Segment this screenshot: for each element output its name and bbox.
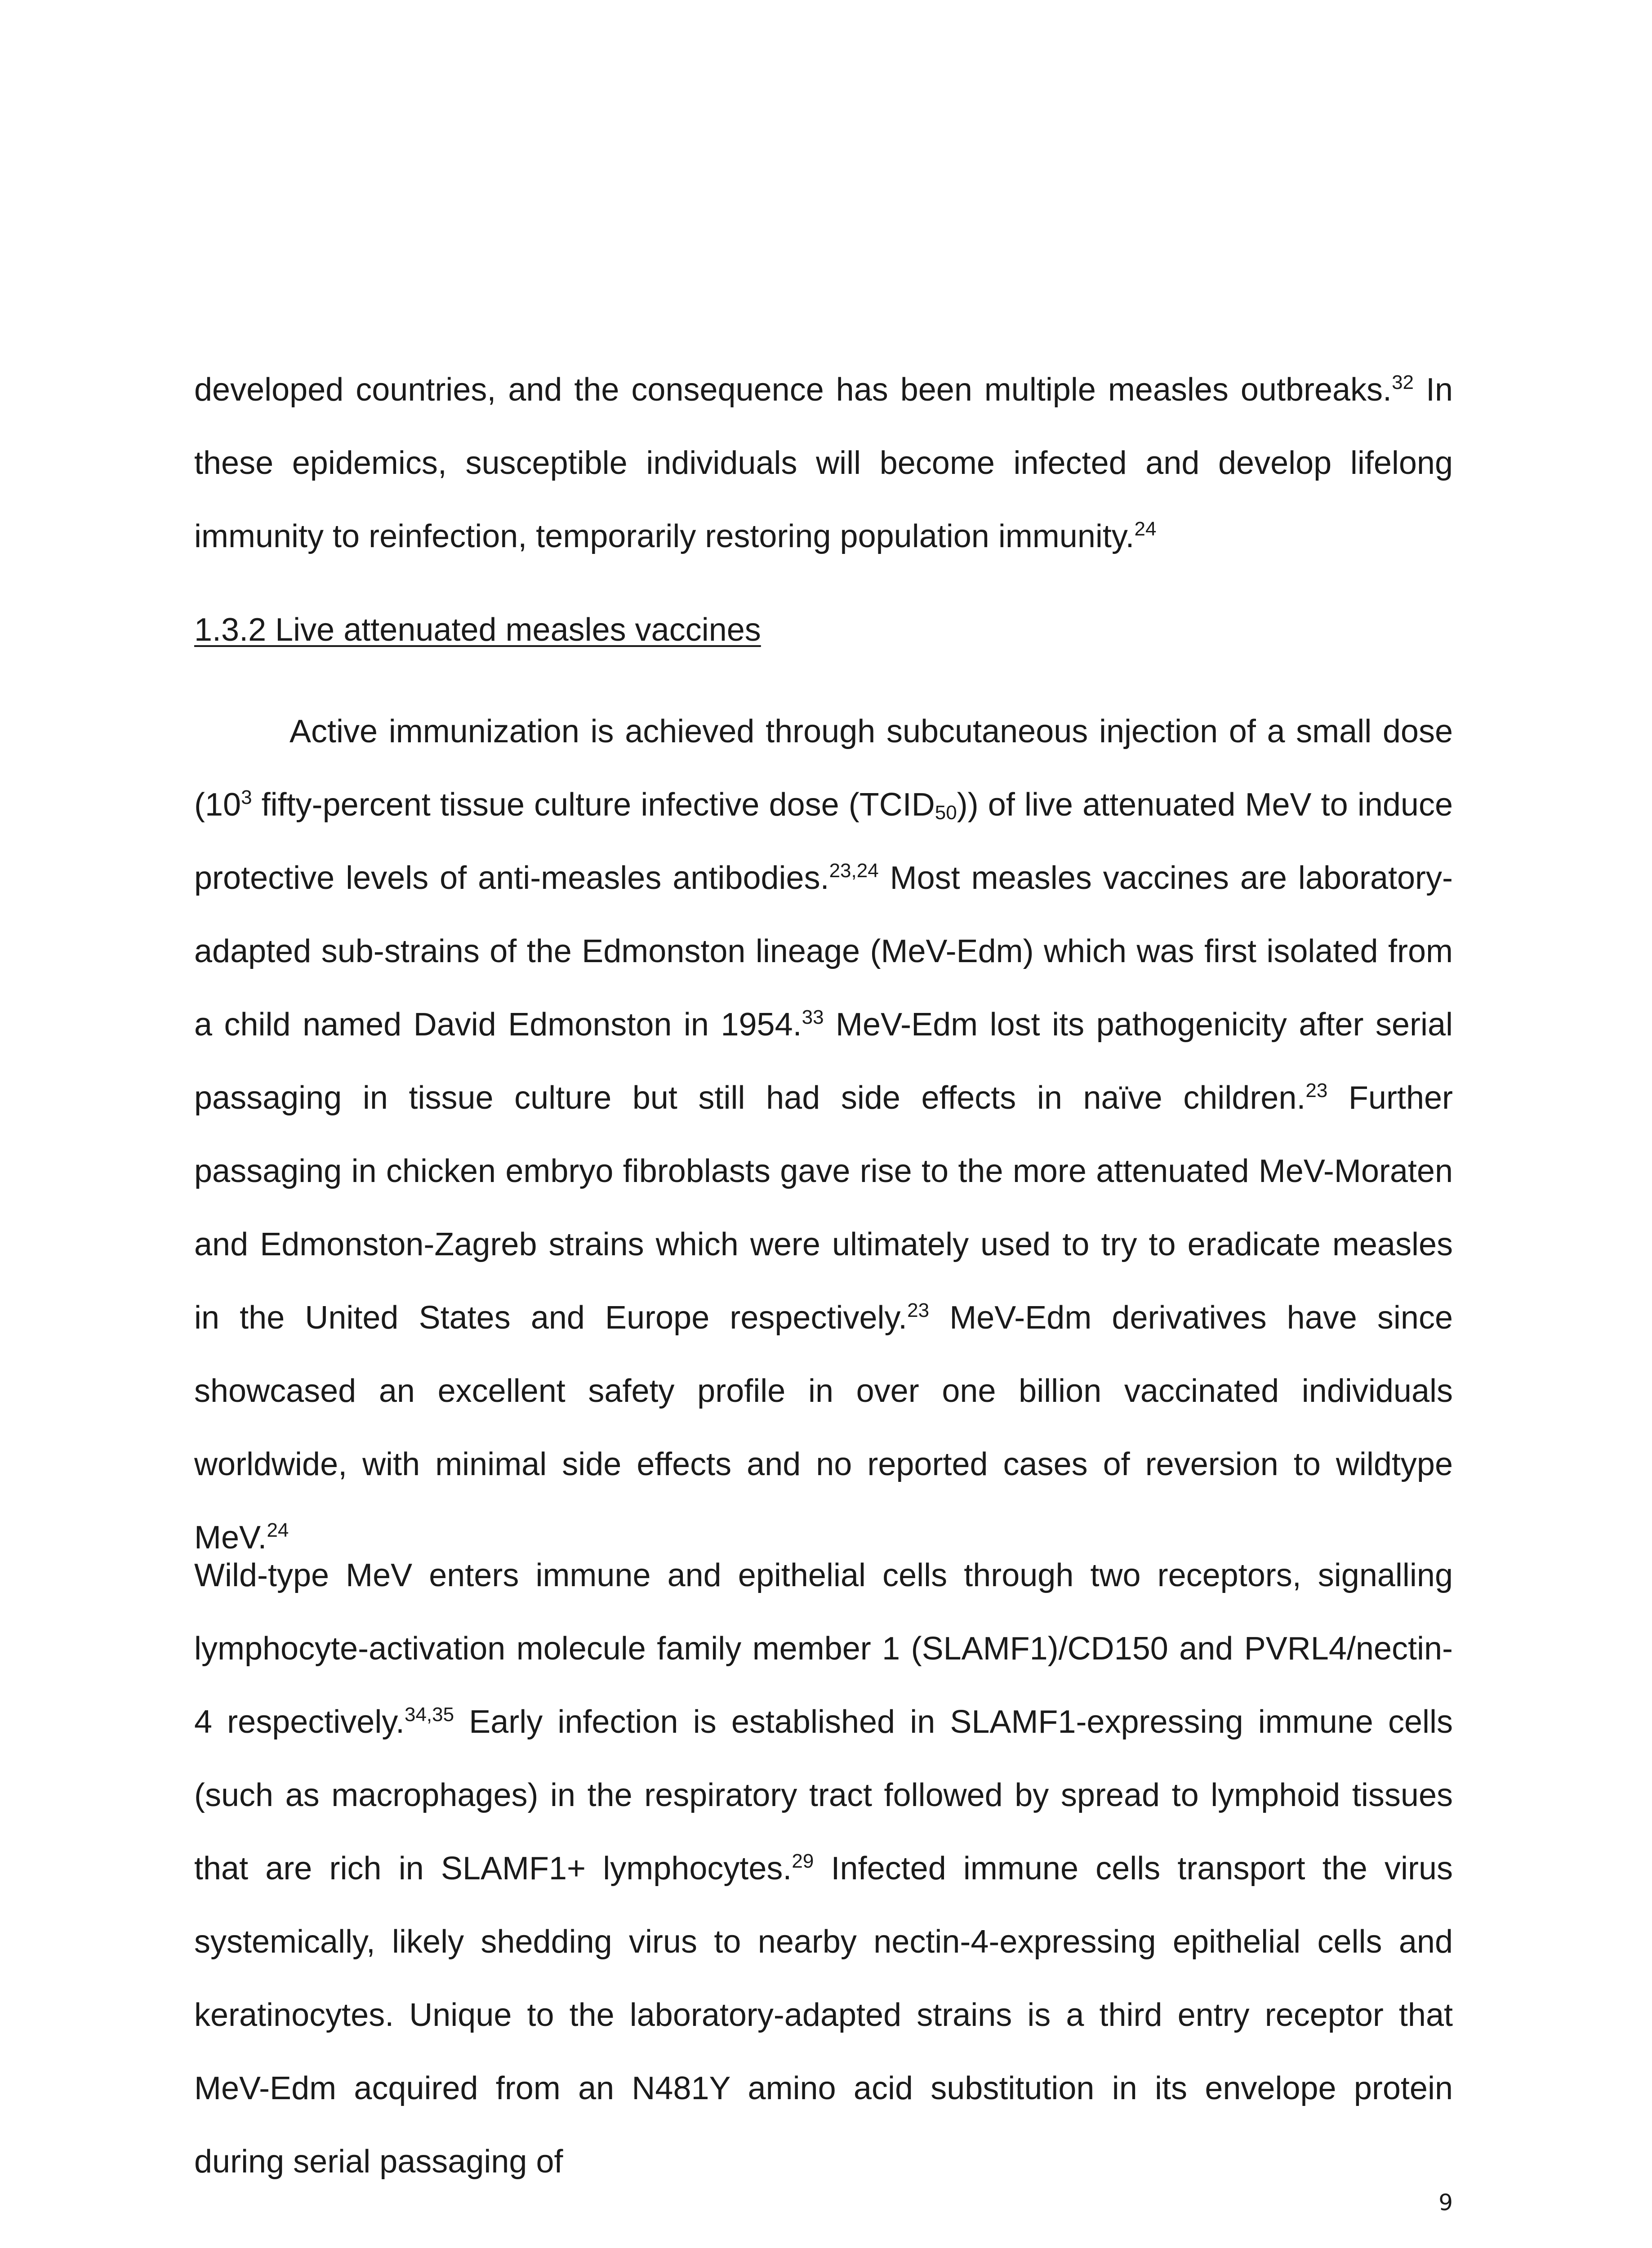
citation-superscript: 23 — [907, 1299, 930, 1321]
paragraph-text: Early infection is established in SLAMF1-expressing immune cells (such as macrophages) in the respiratory tract followed by spread to lymphoid tissues that are rich in SLAMF1+ lymphocytes. — [194, 1704, 1453, 1887]
citation-superscript: 34,35 — [404, 1704, 454, 1726]
paragraph-text: fifty-percent tissue culture infective dose (TCID — [252, 787, 935, 823]
citation-superscript: 33 — [802, 1006, 824, 1028]
paragraph-text: )) of live attenuated MeV to induce protective levels of anti-measles antibodies. — [194, 787, 1453, 896]
paragraph-text: Infected immune cells transport the virus systemically, likely shedding virus to nearby nectin-4-expressing epithelial cells and keratinocytes. Unique to the laboratory-adapted strains is a third entry receptor that MeV-Edm acquired from an N481Y amino acid substitution in its envelope protein during serial passaging of — [194, 1851, 1453, 2180]
citation-superscript: 23 — [1305, 1079, 1328, 1102]
subscript-50: 50 — [935, 802, 957, 824]
page-number: 9 — [1438, 2190, 1453, 2216]
paragraph-text: Further passaging in chicken embryo fibroblasts gave rise to the more attenuated MeV-Moraten and Edmonston-Zagreb strains which were ultimately used to try to eradicate measles in the United States and Europe respectively. — [194, 1080, 1453, 1336]
paragraph-text: developed countries, and the consequence has been multiple measles outbreaks. — [194, 372, 1392, 408]
paragraph-measles-outbreaks — [194, 353, 1453, 573]
citation-superscript: 24 — [1134, 518, 1157, 540]
paragraph-text: Active immunization is achieved through subcutaneous injection of a small dose (10 — [194, 714, 1453, 823]
paragraph-text: In these epidemics, susceptible individuals will become infected and develop lifelong immunity to reinfection, temporarily restoring population immunity. — [194, 372, 1453, 554]
citation-superscript: 24 — [267, 1519, 289, 1541]
paragraph-text: Wild-type MeV enters immune and epithelial cells through two receptors, signalling lymphocyte-activation molecule family member 1 (SLAMF1)/CD150 and PVRL4/nectin-4 respectively. — [194, 1557, 1453, 1740]
paragraph-text: MeV-Edm lost its pathogenicity after serial passaging in tissue culture but still had side effects in naïve children. — [194, 1007, 1453, 1116]
section-heading: 1.3.2 Live attenuated measles vaccines — [194, 612, 761, 648]
paragraph-wild-type-mev — [194, 1539, 1453, 2199]
exponent-superscript: 3 — [241, 786, 252, 808]
citation-superscript: 29 — [792, 1850, 814, 1872]
citation-superscript: 23,24 — [829, 860, 879, 882]
paragraph-text: Most measles vaccines are laboratory-adapted sub-strains of the Edmonston lineage (MeV-Edm) which was first isolated from a child named David Edmonston in 1954. — [194, 860, 1453, 1043]
paragraph-text: MeV-Edm derivatives have since showcased an excellent safety profile in over one billion vaccinated individuals worldwide, with minimal side effects and no reported cases of reversion to wildtype MeV. — [194, 1300, 1453, 1556]
citation-superscript: 32 — [1392, 371, 1414, 393]
paragraph-active-immunization — [194, 695, 1453, 1574]
